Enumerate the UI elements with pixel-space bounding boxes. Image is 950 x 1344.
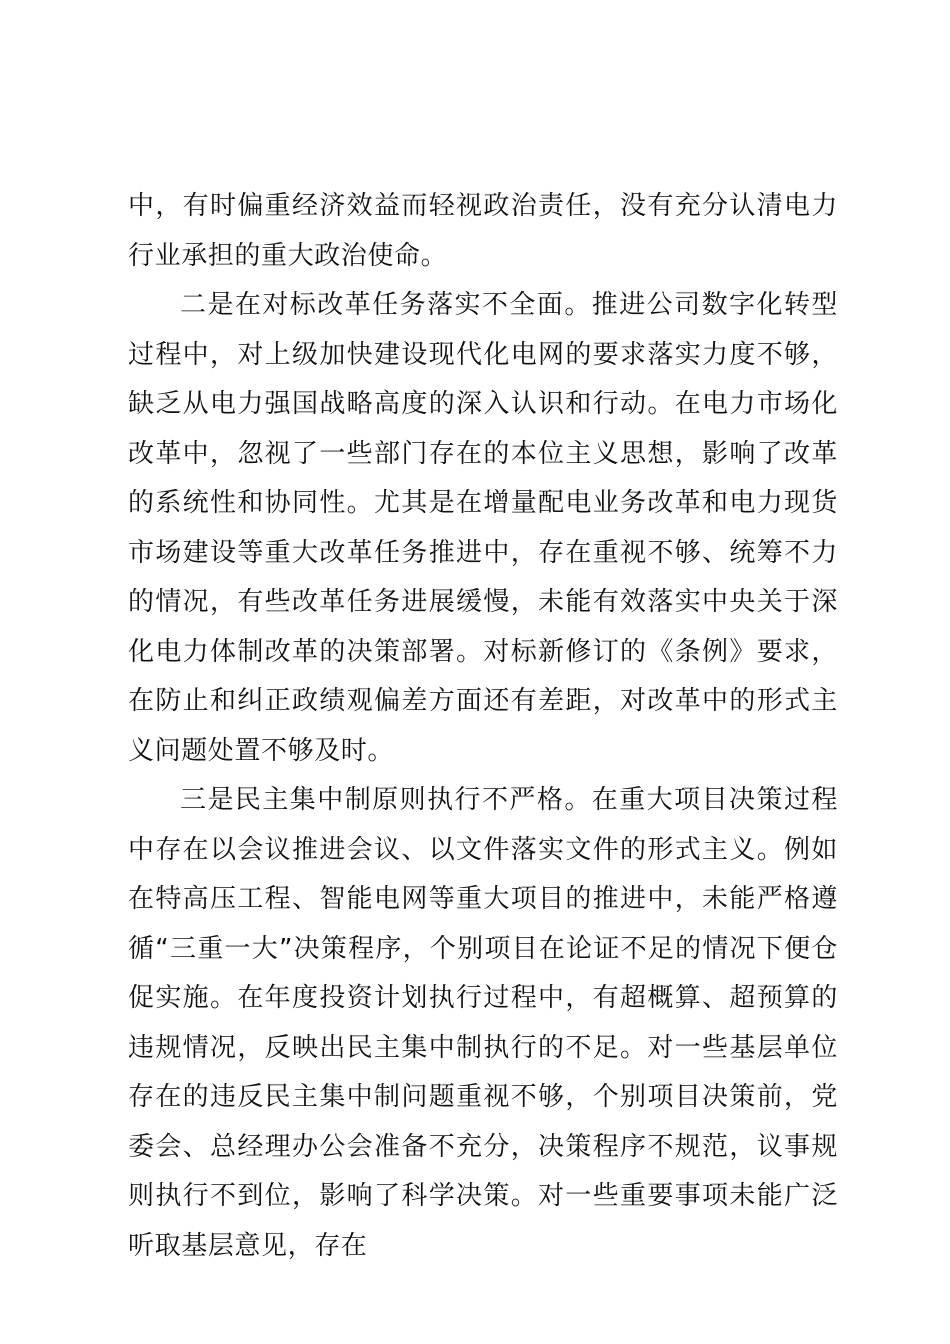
paragraph-democratic-centralism: 三是民主集中制原则执行不严格。在重大项目决策过程中存在以会议推进会议、以文件落实文件的形式主义。例如在特高压工程、智能电网等重大项目的推进中，未能严格遵循“三重一大”决策程序，个别项目在论证不足的情况下便仓促实施。在年度投资计划执行过程中，有超概算、超预算的违规情况，反映出民主集中制执行的不足。对一些基层单位存在的违反民主集中制问题重视不够，个别项目决策前，党委会、总经理办公会准备不充分，决策程序不规范，议事规则执行不到位，影响了科学决策。对一些重要事项未能广泛听取基层意见，存在 — [128, 785, 838, 1261]
paragraph-continuation: 中，有时偏重经济效益而轻视政治责任，没有充分认清电力行业承担的重大政治使命。 — [128, 191, 838, 271]
paragraph-reform-tasks: 二是在对标改革任务落实不全面。推进公司数字化转型过程中，对上级加快建设现代化电网的要求落实力度不够，缺乏从电力强国战略高度的深入认识和行动。在电力市场化改革中，忽视了一些部门存在的本位主义思想，影响了改革的系统性和协同性。尤其是在增量配电业务改革和电力现货市场建设等重大改革任务推进中，存在重视不够、统筹不力的情况，有些改革任务进展缓慢，未能有效落实中央关于深化电力体制改革的决策部署。对标新修订的《条例》要求，在防止和纠正政绩观偏差方面还有差距，对改革中的形式主义问题处置不够及时。 — [128, 290, 838, 766]
body-text — [128, 182, 838, 1271]
